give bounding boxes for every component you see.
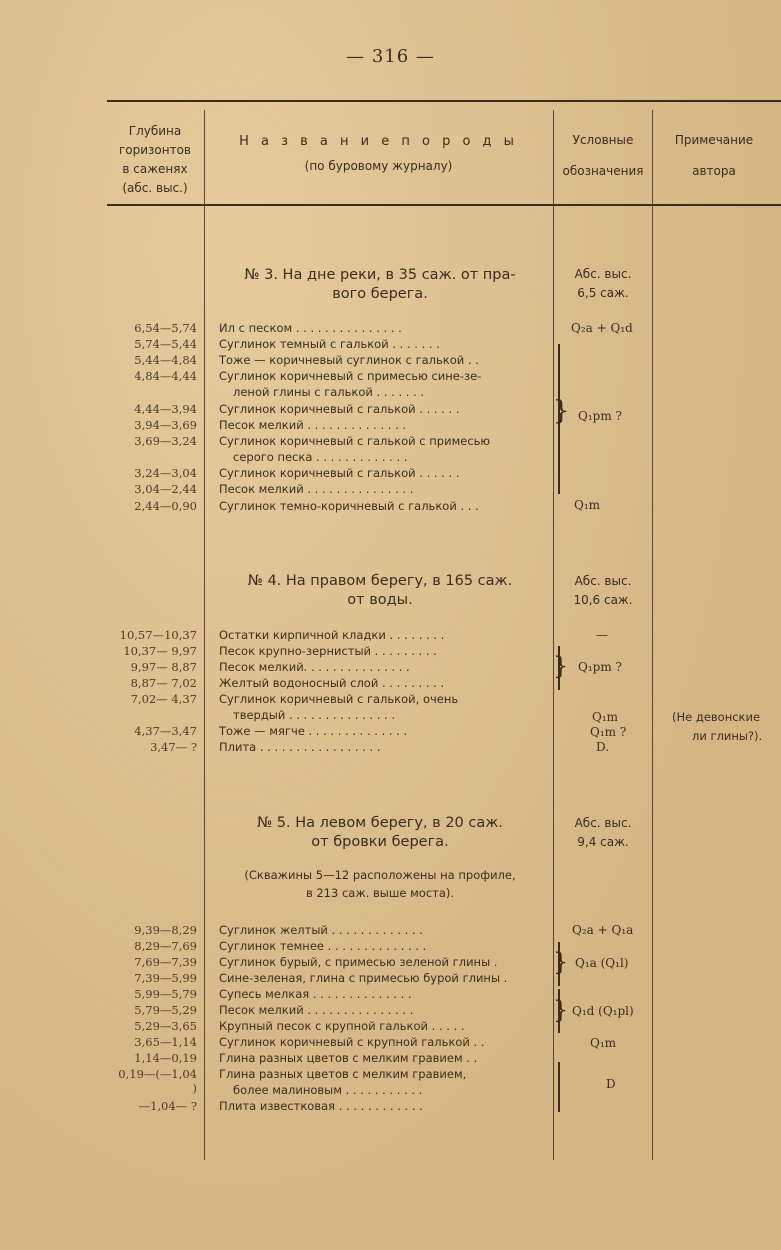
- symbol-cell: —: [596, 628, 608, 642]
- elevation-value: 6,5 саж.: [577, 286, 629, 300]
- section-subnote-line: в 213 саж. выше моста).: [305, 886, 455, 900]
- header-symbols-line: обозначения: [562, 164, 644, 178]
- symbol-cell: Q₁m: [590, 1036, 617, 1050]
- lithology-cell: Желтый водоносный слой . . . . . . . . .: [219, 676, 445, 690]
- header-depth-line: горизонтов: [118, 143, 192, 157]
- header-notes: [654, 131, 774, 181]
- depth-cell: —1,04— ?: [138, 1099, 197, 1113]
- lithology-cell: Суглинок коричневый с примесью сине-зе-: [219, 369, 482, 383]
- brace-mark: }: [553, 948, 569, 976]
- depth-cell: 3,69—3,24: [134, 434, 197, 448]
- depth-cell: 5,29—3,65: [134, 1019, 197, 1033]
- section-title-line: от бровки берега.: [311, 834, 449, 850]
- lithology-cell: Песок мелкий . . . . . . . . . . . . . . .: [219, 1003, 414, 1017]
- section-elevation: [555, 814, 651, 852]
- depth-cell: 3,94—3,69: [134, 418, 197, 432]
- lithology-cell: Плита известковая . . . . . . . . . . . .: [219, 1099, 423, 1113]
- header-depth-line: в саженях: [122, 162, 188, 176]
- header-rock-name-sub: (по буровому журналу): [304, 159, 453, 173]
- header-rock-name-title: Н а з в а н и е п о р о д ы: [239, 134, 518, 149]
- bracket-line: [558, 1062, 560, 1112]
- lithology-cell: Суглинок коричневый с галькой . . . . . .: [219, 402, 460, 416]
- section-elevation: [555, 572, 651, 610]
- section-subnote-line: (Скважины 5—12 расположены на профиле,: [244, 868, 516, 882]
- depth-cell: 6,54—5,74: [134, 321, 197, 335]
- symbol-cell: Q₁pm ?: [578, 660, 622, 674]
- depth-cell: ): [192, 1081, 197, 1095]
- header-notes-line: Примечание: [674, 133, 754, 147]
- depth-cell: 9,97— 8,87: [130, 660, 197, 674]
- depth-cell: 3,65—1,14: [134, 1035, 197, 1049]
- lithology-cell: Суглинок темнее . . . . . . . . . . . . . .: [219, 939, 427, 953]
- lithology-cell: Тоже — коричневый суглинок с галькой . .: [219, 353, 479, 367]
- header-depth-line: (абс. выс.): [122, 181, 188, 195]
- lithology-cell: Ил с песком . . . . . . . . . . . . . . .: [219, 321, 402, 335]
- depth-cell: 4,44—3,94: [134, 402, 197, 416]
- table-top-rule: [107, 100, 781, 102]
- section-title-line: № 3. На дне реки, в 35 саж. от пра-: [244, 267, 516, 283]
- depth-cell: 4,37—3,47: [134, 724, 197, 738]
- lithology-cell: Суглинок бурый, с примесью зеленой глины .: [219, 955, 498, 969]
- depth-cell: 8,87— 7,02: [130, 676, 197, 690]
- symbol-cell: Q₁d (Q₁pl): [572, 1004, 634, 1018]
- symbol-cell: D.: [596, 740, 610, 754]
- section-title: [210, 814, 550, 852]
- lithology-cell: Суглинок темный с галькой . . . . . . .: [219, 337, 440, 351]
- header-notes-line: автора: [692, 164, 736, 178]
- symbol-cell: Q₁pm ?: [578, 409, 622, 423]
- depth-cell: 7,02— 4,37: [130, 692, 197, 706]
- lithology-cell: Сине-зеленая, глина с примесью бурой глины .: [219, 971, 508, 985]
- depth-cell: 4,84—4,44: [134, 369, 197, 383]
- depth-cell: 5,99—5,79: [134, 987, 197, 1001]
- depth-cell: 2,44—0,90: [134, 499, 197, 513]
- depth-cell: 3,24—3,04: [134, 466, 197, 480]
- depth-cell: 1,14—0,19: [134, 1051, 197, 1065]
- depth-cell: 5,74—5,44: [134, 337, 197, 351]
- lithology-cell: Глина разных цветов с мелким гравием,: [219, 1067, 467, 1081]
- lithology-cell: Тоже — мягче . . . . . . . . . . . . . .: [219, 724, 408, 738]
- lithology-cell: Суглинок коричневый с галькой с примесью: [219, 434, 491, 448]
- symbol-cell: Q₁m: [574, 498, 601, 512]
- elevation-label: Абс. выс.: [574, 816, 632, 830]
- page-number: — 316 —: [346, 46, 435, 67]
- lithology-cell: Суглинок коричневый с галькой, очень: [219, 692, 459, 706]
- header-depth-line: Глубина: [128, 124, 182, 138]
- lithology-cell: Суглинок желтый . . . . . . . . . . . . .: [219, 923, 423, 937]
- symbol-cell: Q₁m: [592, 710, 619, 724]
- lithology-cell: Суглинок коричневый с крупной галькой . .: [219, 1035, 485, 1049]
- lithology-cell: Остатки кирпичной кладки . . . . . . . .: [219, 628, 445, 642]
- depth-cell: 7,39—5,99: [134, 971, 197, 985]
- symbol-cell: Q₁a (Q₁l): [575, 956, 629, 970]
- depth-cell: 7,69—7,39: [134, 955, 197, 969]
- brace-mark: }: [553, 396, 570, 426]
- section-title-line: № 4. На правом берегу, в 165 саж.: [247, 573, 513, 589]
- symbol-cell: D: [606, 1077, 616, 1091]
- symbol-cell: Q₂a + Q₁a: [572, 923, 634, 937]
- lithology-cell: Песок мелкий . . . . . . . . . . . . . .: [219, 418, 407, 432]
- lithology-cell: Песок мелкий . . . . . . . . . . . . . . .: [219, 482, 414, 496]
- depth-cell: 0,19—(—1,04: [118, 1067, 197, 1081]
- header-symbols: [555, 131, 651, 181]
- lithology-cell-cont: леной глины с галькой . . . . . . .: [233, 385, 425, 399]
- lithology-cell: Крупный песок с крупной галькой . . . . .: [219, 1019, 465, 1033]
- table-header-rule: [107, 204, 781, 206]
- author-note-line: ли глины?).: [692, 729, 763, 743]
- lithology-cell-cont: более малиновым . . . . . . . . . . .: [233, 1083, 423, 1097]
- elevation-label: Абс. выс.: [574, 574, 632, 588]
- column-divider-3: [652, 110, 653, 1160]
- lithology-cell-cont: серого песка . . . . . . . . . . . . .: [233, 450, 408, 464]
- section-subnote: [212, 866, 548, 902]
- depth-cell: 9,39—8,29: [134, 923, 197, 937]
- lithology-cell-cont: твердый . . . . . . . . . . . . . . .: [233, 708, 396, 722]
- elevation-value: 10,6 саж.: [573, 593, 633, 607]
- lithology-cell: Суглинок темно-коричневый с галькой . . .: [219, 499, 479, 513]
- depth-cell: 5,79—5,29: [134, 1003, 197, 1017]
- brace-mark: }: [553, 996, 569, 1024]
- section-title: [210, 266, 550, 304]
- header-rock-name: [206, 132, 551, 176]
- section-title-line: от воды.: [347, 592, 413, 608]
- lithology-cell: Суглинок коричневый с галькой . . . . . .: [219, 466, 460, 480]
- author-note: [672, 708, 762, 746]
- section-elevation: [555, 265, 651, 303]
- depth-cell: 3,04—2,44: [134, 482, 197, 496]
- author-note-line: (Не девонские: [672, 710, 761, 724]
- lithology-cell: Песок мелкий. . . . . . . . . . . . . . .: [219, 660, 410, 674]
- elevation-value: 9,4 саж.: [577, 835, 629, 849]
- symbol-cell: Q₁m ?: [590, 725, 627, 739]
- depth-cell: 8,29—7,69: [134, 939, 197, 953]
- header-depth: [108, 122, 202, 198]
- depth-cell: 5,44—4,84: [134, 353, 197, 367]
- lithology-cell: Плита . . . . . . . . . . . . . . . . .: [219, 740, 381, 754]
- symbol-cell: Q₂a + Q₁d: [571, 321, 633, 335]
- brace-mark: }: [553, 652, 569, 680]
- lithology-cell: Глина разных цветов с мелким гравием . .: [219, 1051, 478, 1065]
- lithology-cell: Супесь мелкая . . . . . . . . . . . . . .: [219, 987, 412, 1001]
- column-divider-1: [204, 110, 205, 1160]
- lithology-cell: Песок крупно-зернистый . . . . . . . . .: [219, 644, 437, 658]
- section-title-line: вого берега.: [332, 286, 428, 302]
- depth-cell: 10,37— 9,97: [123, 644, 197, 658]
- elevation-label: Абс. выс.: [574, 267, 632, 281]
- depth-cell: 10,57—10,37: [119, 628, 197, 642]
- section-title-line: № 5. На левом берегу, в 20 саж.: [257, 815, 503, 831]
- depth-cell: 3,47— ?: [150, 740, 197, 754]
- header-symbols-line: Условные: [572, 133, 634, 147]
- section-title: [210, 572, 550, 610]
